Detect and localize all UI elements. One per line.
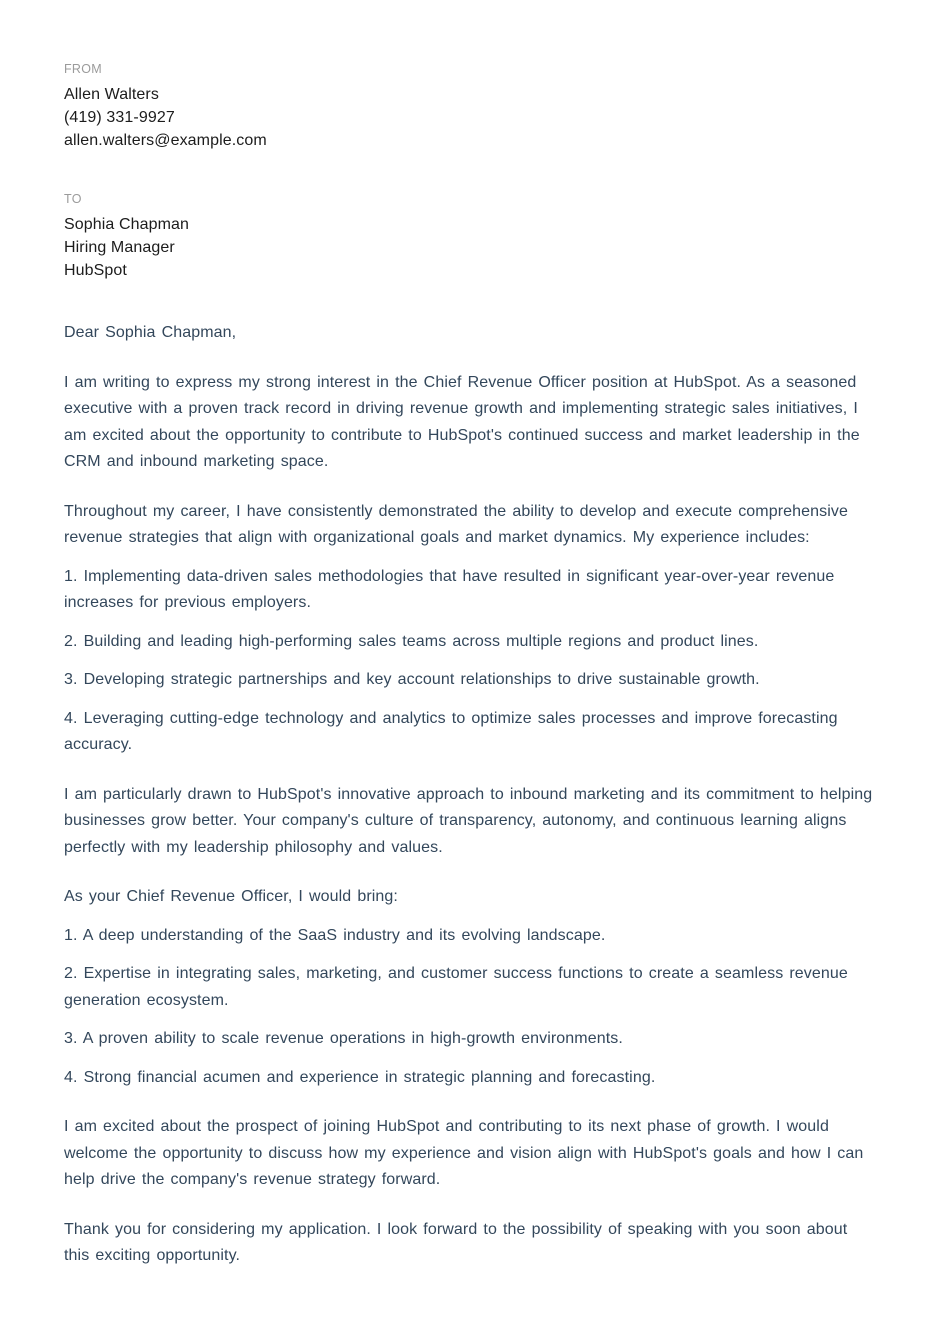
recipient-title: Hiring Manager xyxy=(64,239,175,256)
letter-paragraph: I am writing to express my strong interest in the Chief Revenue Officer position at HubSpot. As a seasoned executive with a proven track record in driving revenue growth and implementing strategic sales initiatives, I am excited about the opportunity to contribute to HubSpot's continued success and market leadership in the CRM and inbound marketing space. xyxy=(64,373,860,470)
letter-list-item: 2. Expertise in integrating sales, marketing, and customer success functions to create a seamless revenue generation ecosystem. xyxy=(64,965,848,1009)
to-label: TO xyxy=(64,192,82,206)
letter-list-item: 4. Strong financial acumen and experience in strategic planning and forecasting. xyxy=(64,1068,656,1086)
letter-paragraph: Throughout my career, I have consistently demonstrated the ability to develop and execute comprehensive revenue strategies that align with organizational goals and market dynamics. My experience includes: xyxy=(64,502,849,546)
sender-name: Allen Walters xyxy=(64,86,159,103)
from-block xyxy=(64,62,890,152)
to-block xyxy=(64,192,890,282)
letter-list-item: 1. A deep understanding of the SaaS industry and its evolving landscape. xyxy=(64,926,606,944)
letter-list-item: 3. Developing strategic partnerships and key account relationships to drive sustainable growth. xyxy=(64,671,760,688)
from-label: FROM xyxy=(64,62,102,76)
sender-phone: (419) 331-9927 xyxy=(64,109,175,126)
letter-paragraph: As your Chief Revenue Officer, I would bring: xyxy=(64,888,398,905)
recipient-company: HubSpot xyxy=(64,262,127,279)
letter-paragraph: I am particularly drawn to HubSpot's innovative approach to inbound marketing and its commitment to helping businesses grow better. Your company's culture of transparency, autonomy, and continuous learning aligns perfectly with my leadership philosophy and values. xyxy=(64,785,873,856)
recipient-name: Sophia Chapman xyxy=(64,216,190,233)
salutation: Dear Sophia Chapman, xyxy=(64,324,237,341)
sender-email: allen.walters@example.com xyxy=(64,132,267,149)
letter-list-item: 2. Building and leading high-performing sales teams across multiple regions and product lines. xyxy=(64,632,759,650)
letter-paragraph: Thank you for considering my application. I look forward to the possibility of speaking with you soon about this exciting opportunity. xyxy=(64,1220,848,1264)
letter-paragraph: I am excited about the prospect of joining HubSpot and contributing to its next phase of growth. I would welcome the opportunity to discuss how my experience and vision align with HubSpot's goals and how I can help drive the company's revenue strategy forward. xyxy=(64,1118,864,1188)
letter-list-item: 3. A proven ability to scale revenue operations in high-growth environments. xyxy=(64,1030,623,1047)
letter-list-item: 4. Leveraging cutting-edge technology and analytics to optimize sales processes and improve forecasting accuracy. xyxy=(64,709,838,753)
letter-body xyxy=(64,320,876,1270)
letter-list-item: 1. Implementing data-driven sales methodologies that have resulted in significant year-over-year revenue increases for previous employers. xyxy=(64,567,835,611)
